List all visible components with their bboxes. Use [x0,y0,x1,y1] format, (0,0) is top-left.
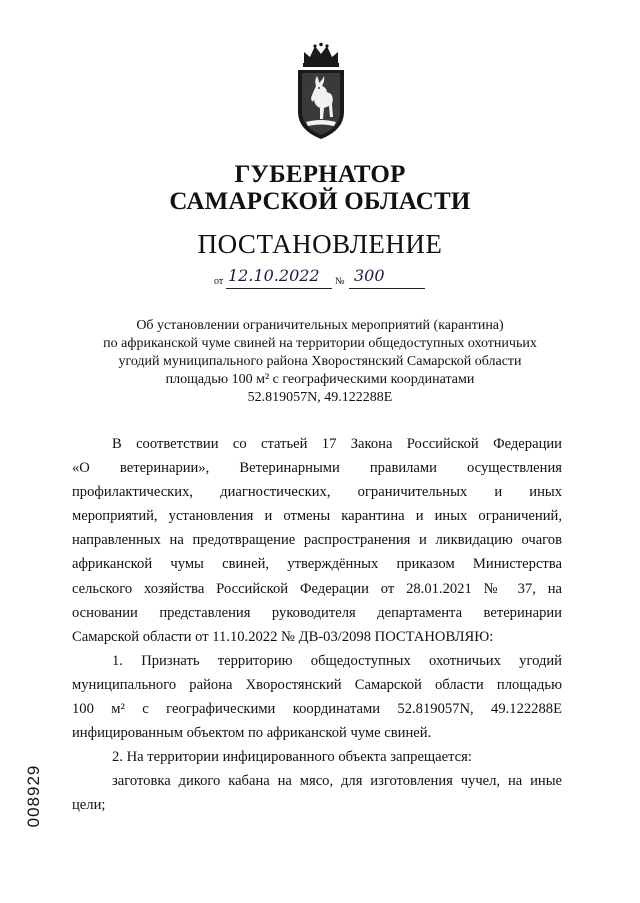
body-line: В соответствии со статьей 17 Закона Российской Федерации [112,436,562,452]
document-subject [60,317,580,407]
date-prefix: от [214,276,224,287]
body-line: инфицированным объектом по африканской чуме свиней. [72,725,432,742]
body-line: цели; [72,797,106,814]
subject-line: угодий муниципального района Хворостянский Самарской области [118,354,522,369]
authority-title-line1: ГУБЕРНАТОР [234,161,406,188]
document-number: 300 [354,266,385,285]
authority-title-line2: САМАРСКОЙ ОБЛАСТИ [169,188,471,215]
body-line: 100 м² с географическими координатами 52.819057N, 49.122288E [72,701,562,718]
number-prefix: № [335,276,345,287]
body-line: сельского хозяйства Российской Федерации от 28.01.2021 № 37, на [72,580,562,597]
subject-line: по африканской чуме свиней на территории общедоступных охотничьих [103,336,537,351]
body-line: профилактических, диагностических, ограничительных и иных [72,484,562,501]
body-line: 1. Признать территорию общедоступных охотничьих угодий [112,652,562,669]
body-line: заготовка дикого кабана на мясо, для изготовления чучел, на иные [112,773,562,790]
date-underline [226,288,332,289]
registration-stamp [22,746,46,846]
body-line: 2. На территории инфицированного объекта запрещается: [112,749,472,766]
body-line: основании представления руководителя департамента ветеринарии [72,604,562,621]
body-line: африканской чумы свиней, утверждённых приказом Министерства [72,556,562,573]
body-line: «О ветеринарии», Ветеринарными правилами осуществления [72,460,562,477]
document-date: 12.10.2022 [228,266,320,285]
subject-line: площадью 100 м² с географическими координатами [165,372,475,387]
subject-line: 52.819057N, 49.122288E [247,390,393,405]
body-line: мероприятий, установления и отмены карантина и иных ограничений, [72,508,562,525]
coat-of-arms-icon [290,42,352,142]
subject-line: Об установлении ограничительных мероприятий (карантина) [136,318,504,333]
body-line: муниципального района Хворостянский Самарской области площадью [72,676,562,693]
body-line: направленных на предотвращение распространения и ликвидацию очагов [72,532,562,549]
number-underline [349,288,425,289]
stamp-number: 008929 [24,764,43,828]
document-type-title: ПОСТАНОВЛЕНИЕ [197,229,443,259]
body-line: Самарской области от 11.10.2022 № ДВ-03/2098 ПОСТАНОВЛЯЮ: [72,628,494,645]
document-body [72,432,562,818]
date-number-line [214,266,434,290]
